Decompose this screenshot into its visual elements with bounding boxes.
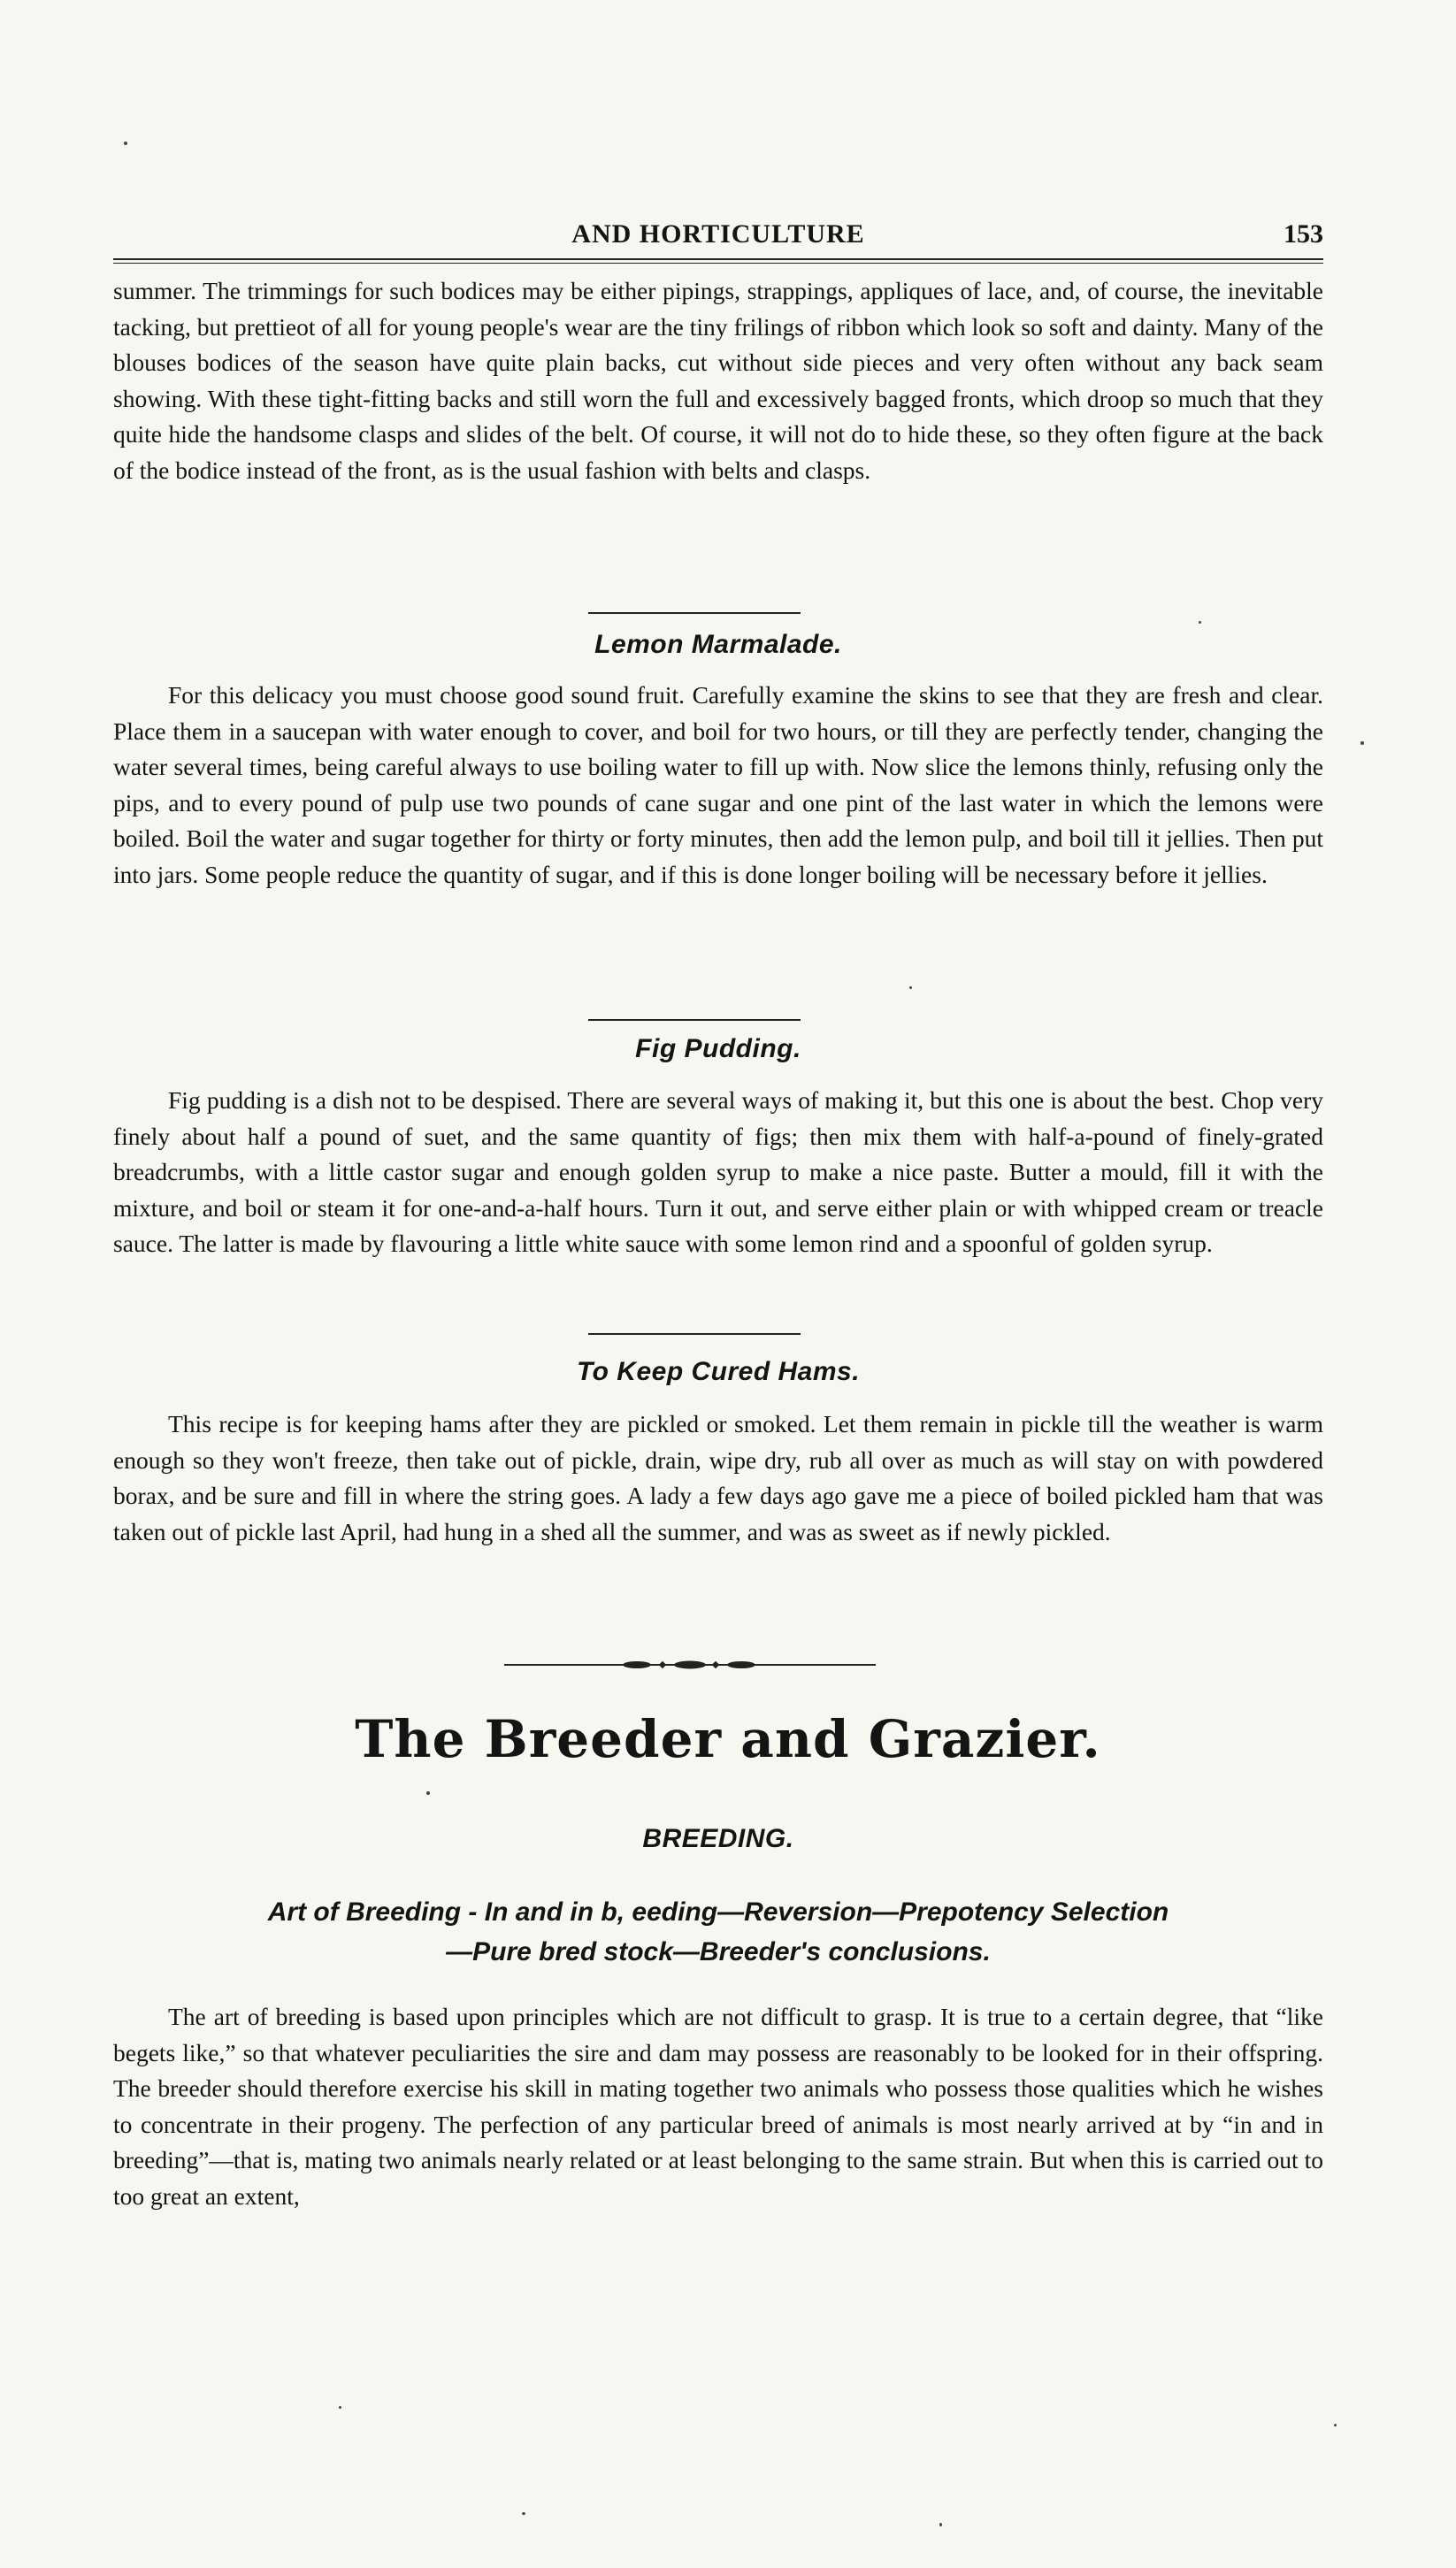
hams-paragraph: This recipe is for keeping hams after they are pickled or smoked. Let them remain in pickle till the weather is warm enough so they won't freeze, then take out of pickle, drain, wipe dry, rub all over as much as will stay on with powdered borax, and be sure and fill in where the string goes. A lady a few days ago gave me a piece of boiled pickled ham that was taken out of pickle last April, had hung in a shed all the summer, and was as sweet as if newly pickled. — [113, 1410, 1323, 1545]
intro-block — [113, 273, 1323, 488]
fig-heading: Fig Pudding. — [635, 1034, 801, 1063]
section-divider — [588, 1333, 801, 1335]
hams-body — [113, 1407, 1323, 1550]
scan-speck — [522, 2512, 525, 2515]
page-number: 153 — [1284, 219, 1323, 249]
breeding-heading: BREEDING. — [642, 1824, 794, 1853]
ornamental-divider — [504, 1660, 876, 1669]
lemon-paragraph: For this delicacy you must choose good sound fruit. Carefully examine the skins to see that they are fresh and clear. Place them in a saucepan with water enough to cover, and boil for two hours, or till they are perfectly tender, changing the water several times, being careful always to use boiling water to fill up with. Now slice the lemons thinly, refusing only the pips, and to every pound of pulp use two pounds of cane sugar and one pint of the last water in which the lemons were boiled. Boil the water and sugar together for thirty or forty minutes, then add the lemon pulp, and boil till it jellies. Then put into jars. Some people reduce the quantity of sugar, and if this is done longer boiling will be necessary before it jellies. — [113, 681, 1323, 888]
breeding-paragraph: The art of breeding is based upon principles which are not difficult to grasp. It is true to a certain degree, that “like begets like,” so that whatever peculiarities the sire and dam may possess are reasonably to be looked for in their offspring. The breeder should therefore exercise his skill in mating together two animals who possess those qualities which he wishes to concentrate in their progeny. The perfection of any particular breed of animals is most nearly arrived at by “in and in breeding”—that is, mating two animals nearly related or at least belonging to the same strain. But when this is carried out to too great an extent, — [113, 2003, 1323, 2210]
scan-speck — [939, 2523, 942, 2526]
department-title: The Breeder and Grazier. — [355, 1709, 1101, 1769]
scan-speck — [426, 1791, 430, 1795]
breeding-section — [113, 1824, 1323, 1854]
lemon-section — [113, 630, 1323, 660]
running-header — [113, 219, 1323, 255]
breeding-subtitle-line-1: Art of Breeding - In and in b, eeding—Reversion—Prepotency Selection — [267, 1897, 1169, 1927]
fig-paragraph: Fig pudding is a dish not to be despised. There are several ways of making it, but this one is about the best. Chop very finely about half a pound of suet, and the same quantity of figs; then mix them with half-a-pound of finely-grated breadcrumbs, with a little castor sugar and enough golden syrup to make a nice paste. Butter a mould, fill it with the mixture, and boil or steam it for one-and-a-half hours. Turn it out, and serve either plain or with whipped cream or treacle sauce. The latter is made by flavouring a little white sauce with some lemon rind and a spoonful of golden syrup. — [113, 1086, 1323, 1257]
fig-body — [113, 1083, 1323, 1262]
running-title: AND HORTICULTURE — [571, 219, 865, 249]
breeding-body — [113, 1999, 1323, 2214]
scan-speck — [124, 142, 127, 145]
scan-speck — [1360, 741, 1364, 745]
section-divider — [588, 1019, 801, 1021]
scan-speck — [909, 986, 912, 989]
scan-speck — [1334, 2424, 1337, 2426]
hams-heading: To Keep Cured Hams. — [576, 1357, 861, 1386]
lemon-heading: Lemon Marmalade. — [594, 630, 842, 659]
hams-section — [113, 1357, 1323, 1387]
scan-speck — [1199, 621, 1201, 624]
section-divider — [588, 612, 801, 614]
header-rule-thin — [113, 263, 1323, 264]
breeding-subtitle-line-2: —Pure bred stock—Breeder's conclusions. — [446, 1937, 991, 1966]
fig-section — [113, 1034, 1323, 1064]
scan-speck — [339, 2406, 341, 2409]
header-rule — [113, 258, 1323, 260]
lemon-body — [113, 678, 1323, 893]
intro-paragraph: summer. The trimmings for such bodices may be either pipings, strappings, appliques of lace, and, of course, the inevitable tacking, but prettieot of all for young people's wear are the tiny frilings of ribbon which look so soft and dainty. Many of the blouses bodices of the season have quite plain backs, cut without side pieces and very often without any back seam showing. With these tight-fitting backs and still worn the full and excessively bagged fronts, which droop so much that they quite hide the handsome clasps and slides of the belt. Of course, it will not do to hide these, so they often figure at the back of the bodice instead of the front, as is the usual fashion with belts and clasps. — [113, 277, 1323, 484]
